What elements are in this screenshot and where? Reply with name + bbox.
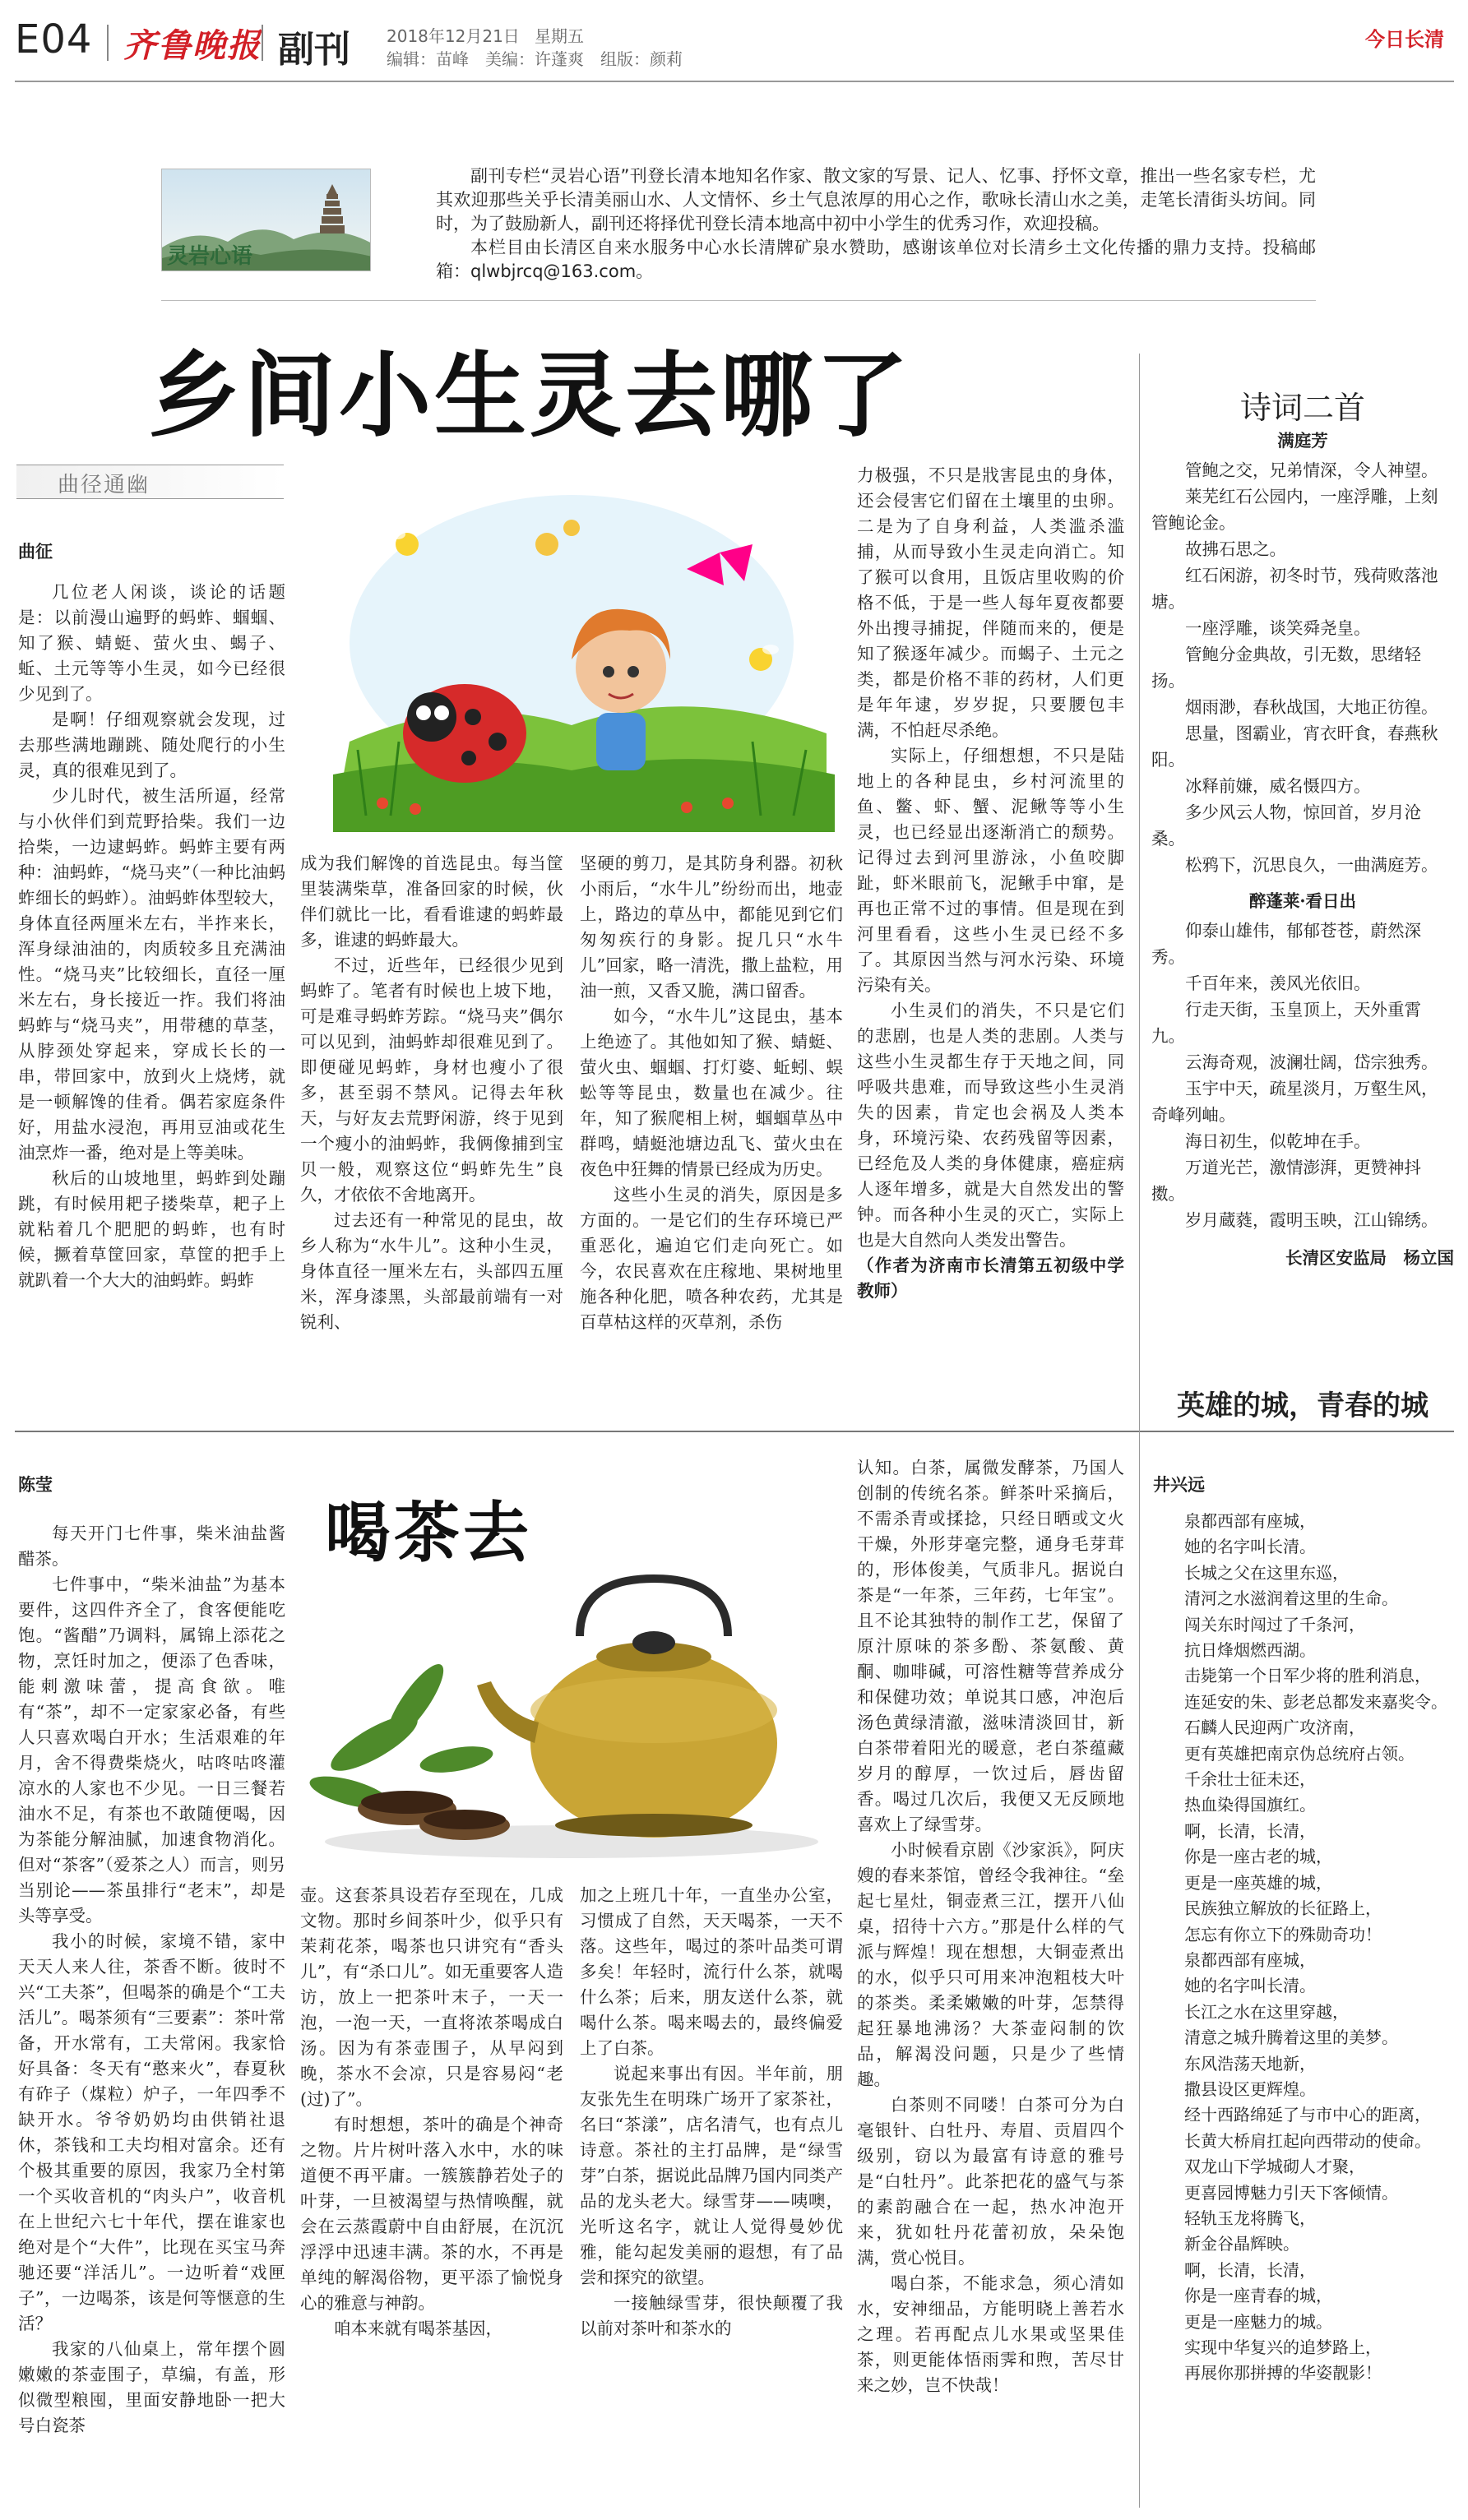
garden-bugs-illustration-icon bbox=[300, 479, 847, 832]
article1-col3 bbox=[580, 851, 843, 1402]
article2-title: 喝茶去 bbox=[325, 1495, 532, 1571]
poem-author: 长清区安监局 杨立国 bbox=[1285, 1248, 1454, 1268]
article2-col3 bbox=[580, 1883, 843, 2504]
issue-date: 2018年12月21日 bbox=[387, 26, 520, 46]
article1-paragraph: 成为我们解馋的首选昆虫。每当筐里装满柴草，准备回家的时候，伙伴们就比一比，看看谁逮的蚂蚱最多，谁逮的蚂蚱最大。 bbox=[300, 853, 563, 950]
poem-line: 更是一座英雄的城， bbox=[1184, 1872, 1332, 1893]
article2-paragraph: 七件事中，“柴米油盐”为基本要件，这四件齐全了，食客便能吃饱。“酱醋”乃调料，属锦上添花之物，烹饪时加之，便添了色香味，能刺激味蕾，提高食欲。唯有“茶”，却不一定家家必备，有些人只喜欢喝白开水；生活艰难的年月，舍不得费柴烧火，咕咚咕咚灌凉水的人家也不少见。一日三餐若油水不足，有茶也不敢随便喝，因为茶能分解油腻，加速食物消化。但对“茶客”（爱茶之人）而言，则另当别论——茶虽排行“老末”，却是头等享受。 bbox=[18, 1574, 285, 1926]
poem-line: 管鲍之交，兄弟情深，令人神望。 bbox=[1185, 460, 1438, 480]
intro-text bbox=[436, 164, 1316, 284]
article1-paragraph: 小生灵们的消失，不只是它们的悲剧，也是人类的悲剧。人类与这些小生灵都生存于天地之间，同呼吸共患难，而导致这些小生灵消失的因素，肯定也会祸及人类本身，环境污染、农药残留等因素，已经危及人类的身体健康，癌症病人逐年增多，就是大自然发出的警钟。而各种小生灵的灭亡，实际上也是大自然向人类发出警告。 bbox=[857, 1001, 1124, 1250]
section-name: 副刊 bbox=[278, 29, 350, 71]
article2-paragraph: 一接触绿雪芽，很快颠覆了我以前对茶叶和茶水的 bbox=[580, 2293, 843, 2338]
poem-line: 双龙山下学城砌人才聚， bbox=[1184, 2157, 1365, 2177]
article1-paragraph: 少儿时代，被生活所逼，经常与小伙伴们到荒野拾柴。我们一边拾柴，一边逮蚂蚱。蚂蚱主要有两种：油蚂蚱，“烧马夹”（一种比油蚂蚱细长的蚂蚱）。油蚂蚱体型较大，身体直径两厘米左右，半拃来长，浑身绿油油的，肉质较多且充满油性。“烧马夹”比较细长，直径一厘米左右，身长接近一拃。我们将油蚂蚱与“烧马夹”，用带穗的草茎，从脖颈处穿起来，穿成长长的一串，带回家中，放到火上烧烤，就是一顿解馋的佳肴。偶若家庭条件好，用盐水浸泡，再用豆油或花生油烹炸一番，绝对是上等美味。 bbox=[18, 786, 285, 1163]
article1-col1 bbox=[18, 580, 285, 1402]
poem-line: 东风浩荡天地新， bbox=[1184, 2053, 1316, 2074]
article2-paragraph: 喝白茶，不能求急，须心清如水，安神细品，方能明晓上善若水之理。若再配点儿水果或坚果佳茶，则更能体悟雨霁和煦，苦尽甘来之妙，岂不快哉！ bbox=[857, 2273, 1124, 2395]
article1-paragraph: 几位老人闲谈，谈论的话题是：以前漫山遍野的蚂蚱、蝈蝈、知了猴、蜻蜓、萤火虫、蝎子、蚯、土元等等小生灵，如今已经很少见到了。 bbox=[18, 582, 285, 704]
poem-line: 新金谷晶辉映。 bbox=[1184, 2234, 1299, 2254]
poem-line: 你是一座古老的城， bbox=[1184, 1847, 1332, 1867]
poem-line: 清意之城升腾着这里的美梦。 bbox=[1184, 2028, 1398, 2048]
intro-rule bbox=[161, 300, 1316, 301]
article1-author-note: （作者为济南市长清第五初级中学教师） bbox=[857, 1255, 1124, 1301]
poem-line: 石麟人民迎两广攻济南， bbox=[1184, 1718, 1365, 1738]
poem2-lines bbox=[1151, 1509, 1454, 2508]
masthead-divider bbox=[107, 25, 109, 61]
poem-line: 松鸦下，沉思良久，一曲满庭芳。 bbox=[1185, 855, 1438, 875]
column-divider bbox=[1139, 1365, 1140, 2508]
article1-title: 乡间小生灵去哪了 bbox=[148, 343, 911, 450]
poem-line: 你是一座青春的城， bbox=[1184, 2286, 1332, 2306]
editor-credits: 编辑：苗峰 美编：许蓬爽 组版：颜莉 bbox=[387, 49, 683, 69]
masthead-divider-2 bbox=[262, 25, 263, 61]
poem-line: 闯关东时闯过了千条河， bbox=[1184, 1614, 1365, 1635]
poem-line: 行走天街，玉皇顶上，天外重霄九。 bbox=[1151, 1000, 1421, 1046]
article1-paragraph: 过去还有一种常见的昆虫，故乡人称为“水牛儿”。这种小生灵，身体直径一厘米左右，头部四五厘米，浑身漆黑，头部最前端有一对锐利、 bbox=[300, 1210, 563, 1332]
poem-line: 抗日烽烟燃西湖。 bbox=[1184, 1640, 1316, 1661]
poem-line: 多少风云人物，惊回首，岁月沧桑。 bbox=[1151, 802, 1421, 848]
poem-line: 民族独立解放的长征路上， bbox=[1184, 1898, 1382, 1919]
poem-line: 击毙第一个日军少将的胜利消息， bbox=[1184, 1666, 1431, 1686]
poem-line: 千百年来，羡风光依旧。 bbox=[1185, 973, 1371, 993]
poem-line: 她的名字叫长清。 bbox=[1184, 1537, 1316, 1557]
article2-paragraph: 认知。白茶，属微发酵茶，乃国人创制的传统名茶。鲜茶叶采摘后，不需杀青或揉捻，只经日晒或文火干燥，外形芽毫完整，通身毛芽茸的，形体俊美，气质非凡。据说白茶是“一年茶，三年药，七年宝”。且不论其独特的制作工艺，保留了原汁原味的茶多酚、茶氨酸、黄酮、咖啡碱，可溶性糖等营养成分和保健功效；单说其口感，冲泡后汤色黄绿清澈，滋味清淡回甘，新白茶带着阳光的暖意，老白茶蕴藏岁月的醇厚，一饮过后，唇齿留香。喝过几次后，我便又无反顾地喜欢上了绿雪芽。 bbox=[857, 1458, 1124, 1834]
issue-weekday: 星期五 bbox=[535, 26, 584, 46]
article2-paragraph: 壶。这套茶具设若存至现在，几成文物。那时乡间茶叶少，似乎只有茉莉花茶，喝茶也只讲究有“香头儿”，有“杀口儿”。如无重要客人造访，放上一把茶叶末子，一天一泡，一泡一天，一直将浓茶喝成白汤。因为有茶壶围子，从早闷到晚，茶水不会凉，只是容易闷“老(过)了”。 bbox=[300, 1885, 563, 2109]
poem-line: 长江之水在这里穿越， bbox=[1184, 2001, 1349, 2022]
article2-paragraph: 我小的时候，家境不错，家中天天人来人往，茶香不断。彼时不兴“工夫茶”，但喝茶的确是个“工夫活儿”。喝茶须有“三要素”：茶叶常备，开水常有，工夫常闲。我家恰好具备：冬天有“憨来火”，春夏秋有砟子（煤粒）炉子，一年四季不缺开水。爷爷奶奶均由供销社退休，茶钱和工夫均相对富余。还有个极其重要的原因，我家乃全村第一个买收音机的“肉头户”，收音机在上世纪六七十年代，摆在谁家也绝对是个“大件”，比现在买宝马奔驰还要“洋活儿”。一边听着“戏匣子”，一边喝茶，该是何等惬意的生活？ bbox=[18, 1931, 285, 2333]
poem-line: 岁月蔵蕤，霞明玉映，江山锦绣。 bbox=[1185, 1210, 1438, 1230]
page-code: E04 bbox=[15, 16, 93, 62]
article1-illustration bbox=[300, 479, 847, 832]
poem-line: 啊，长清，长清， bbox=[1184, 2259, 1316, 2280]
poem-line: 啊，长清，长清， bbox=[1184, 1820, 1316, 1841]
poem2-title: 英雄的城，青春的城 bbox=[1177, 1389, 1429, 1422]
poem-line: 泉都西部有座城， bbox=[1184, 1511, 1316, 1531]
poem-line: 万道光芒，激情澎湃，更赞神抖擞。 bbox=[1151, 1158, 1421, 1204]
poem-line: 连延安的朱、彭老总都发来嘉奖令。 bbox=[1184, 1691, 1447, 1712]
article2-paragraph: 每天开门七件事，柴米油盐酱醋茶。 bbox=[18, 1524, 285, 1569]
poems-section-title: 诗词二首 bbox=[1239, 390, 1365, 426]
article1-paragraph: 实际上，仔细想想，不只是陆地上的各种昆虫，乡村河流里的鱼、鳖、虾、蟹、泥鳅等等小生灵，也已经显出逐渐消亡的颓势。记得过去到河里游泳，小鱼咬脚趾，虾米眼前飞，泥鳅手中窜，是再也正常不过的事情。但是现在到河里看看，这些小生灵已经不多了。其原因当然与河水污染、环境污染有关。 bbox=[857, 746, 1124, 995]
poem-line: 实现中华复兴的追梦路上， bbox=[1184, 2337, 1382, 2357]
poem-line: 云海奇观，波澜壮阔，岱宗独秀。 bbox=[1185, 1052, 1438, 1072]
intro-logo-text: 灵岩心语 bbox=[167, 244, 253, 269]
article2-paragraph: 加之上班几十年，一直坐办公室，习惯成了自然，天天喝茶，一天不落。这些年，喝过的茶叶品类可谓多矣！年轻时，流行什么茶，就喝什么茶；后来，朋友送什么茶，就喝什么茶。喝来喝去的，最终偏爱上了白茶。 bbox=[580, 1885, 843, 2058]
article2-paragraph: 有时想想，茶叶的确是个神奇之物。片片树叶落入水中，水的味道便不再平庸。一簇簇静若处子的叶芽，一旦被渴望与热情唤醒，就会在云蒸霞蔚中自由舒展，在沉沉浮浮中迅速丰满。茶的水，不再是单纯的解渴俗物，更平添了愉悦身心的雅意与神韵。 bbox=[300, 2115, 563, 2313]
intro-para-2: 本栏目由长清区自来水服务中心水长清牌矿泉水赞助，感谢该单位对长清乡土文化传播的鼎力支持。投稿邮箱：qlwbjrcq@163.com。 bbox=[436, 238, 1316, 281]
article2-illustration bbox=[300, 1546, 847, 1866]
poem-title: 醉蓬莱·看日出 bbox=[1248, 891, 1357, 911]
article2-col4 bbox=[857, 1455, 1124, 2504]
poem-line: 玉宇中天，疏星淡月，万壑生风，奇峰列岫。 bbox=[1151, 1079, 1438, 1125]
poem-line: 热血染得国旗红。 bbox=[1184, 1795, 1316, 1815]
intro-logo bbox=[161, 169, 371, 271]
poem-line: 思量，图霸业，宵衣旰食，春燕秋阳。 bbox=[1151, 724, 1438, 770]
article2-col2 bbox=[300, 1883, 563, 2504]
poem-line: 仰泰山雄伟，郁郁苍苍，蔚然深秀。 bbox=[1151, 921, 1421, 967]
poem-line: 更喜园博魅力引天下客倾情。 bbox=[1184, 2182, 1398, 2203]
section-rule bbox=[15, 1431, 1454, 1432]
poem-line: 撒县设区更辉煌。 bbox=[1184, 2078, 1316, 2099]
poem-line: 千余壮士征未还， bbox=[1184, 1769, 1316, 1790]
article1-col4 bbox=[857, 463, 1124, 1392]
article2-col1 bbox=[18, 1521, 285, 2504]
column-tag-text: 曲径通幽 bbox=[58, 473, 151, 497]
column-tag bbox=[16, 465, 284, 499]
poem-line: 红石闲游，初冬时节，残荷败落池塘。 bbox=[1151, 566, 1438, 612]
article2-paragraph: 说起来事出有因。半年前，朋友张先生在明珠广场开了家茶社，名曰“茶漾”，店名清气，也有点儿诗意。茶社的主打品牌，是“绿雪芽”白茶，据说此品牌乃国内同类产品的龙头老大。绿雪芽——咦噢，光听这名字，就让人觉得曼妙优雅，能勾起发美丽的遐想，有了品尝和探究的欲望。 bbox=[580, 2064, 843, 2287]
poem-line: 再展你那拼搏的华姿靓影！ bbox=[1184, 2363, 1382, 2384]
article1-paragraph: 秋后的山坡地里，蚂蚱到处蹦跳，有时候用耙子搂柴草，耙子上就粘着几个肥肥的蚂蚱，也有时候，撅着草筐回家，草筐的把手上就趴着一个大大的油蚂蚱。蚂蚱 bbox=[18, 1168, 285, 1290]
teapot-illustration-icon bbox=[300, 1546, 847, 1866]
poem-line: 泉都西部有座城， bbox=[1184, 1949, 1316, 1970]
poem-line: 一座浮雕，谈笑舜尧皇。 bbox=[1185, 618, 1371, 638]
poem-line: 怎忘有你立下的殊勋奇功！ bbox=[1184, 1924, 1382, 1944]
poem-line: 更有英雄把南京伪总统府占领。 bbox=[1184, 1743, 1415, 1764]
poem-title: 满庭芳 bbox=[1277, 431, 1328, 451]
column-divider bbox=[1139, 354, 1140, 1422]
article1-paragraph: 力极强，不只是戕害昆虫的身体，还会侵害它们留在土壤里的虫卵。二是为了自身利益，人类滥杀滥捕，从而导致小生灵走向消亡。知了猴可以食用，且饭店里收购的价格不低，于是一些人每年夏夜都要外出搜寻捕捉，伴随而来的，便是知了猴逐年减少。而蝎子、土元之类，都是价格不菲的药材，人们更是年年逮，岁岁捉，只要腰包丰满，不怕赶尽杀绝。 bbox=[857, 465, 1124, 740]
paper-name-logo: 齐鲁晚报 bbox=[123, 27, 262, 65]
article1-author: 曲征 bbox=[18, 542, 53, 562]
article2-paragraph: 小时候看京剧《沙家浜》，阿庆嫂的春来茶馆，曾经令我神往。“垒起七星灶，铜壶煮三江，摆开八仙桌，招待十六方。”那是什么样的气派与辉煌！现在想想，大铜壶煮出的水，似乎只可用来冲泡粗枝大叶的茶类。柔柔嫩嫩的叶芽，怎禁得起狂暴地沸汤？大茶壶闷制的饮品，解渴没问题，只是少了些情趣。 bbox=[857, 1840, 1124, 2089]
poem-line: 长城之父在这里东巡， bbox=[1184, 1562, 1349, 1583]
poem-line: 清河之水滋润着这里的生命。 bbox=[1184, 1588, 1398, 1609]
poem-line: 更是一座魅力的城。 bbox=[1184, 2311, 1332, 2332]
article1-paragraph: 不过，近些年，已经很少见到蚂蚱了。笔者有时候也上坡下地，可是难寻蚂蚱芳踪。“烧马夹”偶尔可以见到，油蚂蚱却很难见到了。即便碰见蚂蚱，身材也瘦小了很多，甚至弱不禁风。记得去年秋天，与好友去荒野闲游，终于见到一个瘦小的油蚂蚱，我俩像捕到宝贝一般，观察这位“蚂蚱先生”良久，才依依不舍地离开。 bbox=[300, 955, 563, 1205]
poem-line: 海日初生，似乾坤在手。 bbox=[1185, 1131, 1371, 1151]
region-label: 今日长清 bbox=[1365, 28, 1444, 51]
intro-para-1: 副刊专栏“灵岩心语”刊登长清本地知名作家、散文家的写景、记人、忆事、抒怀文章，推出一些名家专栏，尤其欢迎那些关乎长清美丽山水、人文情怀、乡土气息浓厚的用心之作，歌咏长清山水之美，走笔长清街头坊间。同时，为了鼓励新人，副刊还将择优刊登长清本地高中初中小学生的优秀习作，欢迎投稿。 bbox=[436, 166, 1316, 234]
article2-author: 陈莹 bbox=[18, 1475, 53, 1495]
article1-col2 bbox=[300, 851, 563, 1402]
poem-line: 莱芜红石公园内，一座浮雕，上刻管鲍论金。 bbox=[1151, 487, 1438, 533]
article2-paragraph: 我家的八仙桌上，常年摆个圆嫩嫩的茶壶围子，草编，有盖，形似微型粮囤，里面安静地卧一把大号白瓷茶 bbox=[18, 2339, 285, 2435]
poem-line: 她的名字叫长清。 bbox=[1184, 1976, 1316, 1996]
poem-line: 经十西路绵延了与市中心的距离， bbox=[1184, 2105, 1431, 2125]
poem-line: 轻轨玉龙将腾飞， bbox=[1184, 2208, 1316, 2228]
article1-paragraph: 是啊！仔细观察就会发现，过去那些满地蹦跳、随处爬行的小生灵，真的很难见到了。 bbox=[18, 710, 285, 780]
article1-paragraph: 这些小生灵的消失，原因是多方面的。一是它们的生存环境已严重恶化，遍迫它们走向死亡。如今，农民喜欢在庄稼地、果树地里施各种化肥，喷各种农药，尤其是百草枯这样的灭草剂，杀伤 bbox=[580, 1185, 843, 1332]
article1-paragraph: 坚硬的剪刀，是其防身利器。初秋小雨后，“水牛儿”纷纷而出，地壶上，路边的草丛中，都能见到它们匆匆疾行的身影。捉几只“水牛儿”回家，略一清洗，撒上盐粒，用油一煎，又香又脆，满口留香。 bbox=[580, 853, 843, 1001]
poem-line: 冰释前嫌，威名慑四方。 bbox=[1185, 776, 1371, 796]
article1-paragraph: 如今，“水牛儿”这昆虫，基本上绝迹了。其他如知了猴、蜻蜓、萤火虫、蝈蝈、打灯婆、蚯蚓、蜈蚣等等昆虫，数量也在减少。往年，知了猴爬相上树，蝈蝈草丛中群鸣，蜻蜓池塘边乱飞、萤火虫在夜色中狂舞的情景已经成为历史。 bbox=[580, 1006, 843, 1179]
poems-block bbox=[1151, 421, 1454, 1366]
poem2-author: 井兴远 bbox=[1153, 1475, 1205, 1495]
poem-line: 烟雨渺，春秋战国，大地正彷徨。 bbox=[1185, 697, 1438, 717]
poem-line: 管鲍分金典故，引无数，思绪轻扬。 bbox=[1151, 645, 1421, 691]
article2-paragraph: 白茶则不同喽！白茶可分为白毫银针、白牡丹、寿眉、贡眉四个级别，窃以为最富有诗意的雅号是“白牡丹”。此茶把花的盛气与茶的素韵融合在一起，热水冲泡开来，犹如牡丹花蕾初放，朵朵饱满，赏心悦目。 bbox=[857, 2095, 1124, 2268]
poem-line: 长黄大桥肩扛起向西带动的使命。 bbox=[1184, 2130, 1431, 2151]
poem-line: 故拂石思之。 bbox=[1185, 539, 1286, 559]
masthead-rule bbox=[15, 81, 1454, 82]
article2-paragraph: 咱本来就有喝茶基因， bbox=[334, 2319, 502, 2338]
